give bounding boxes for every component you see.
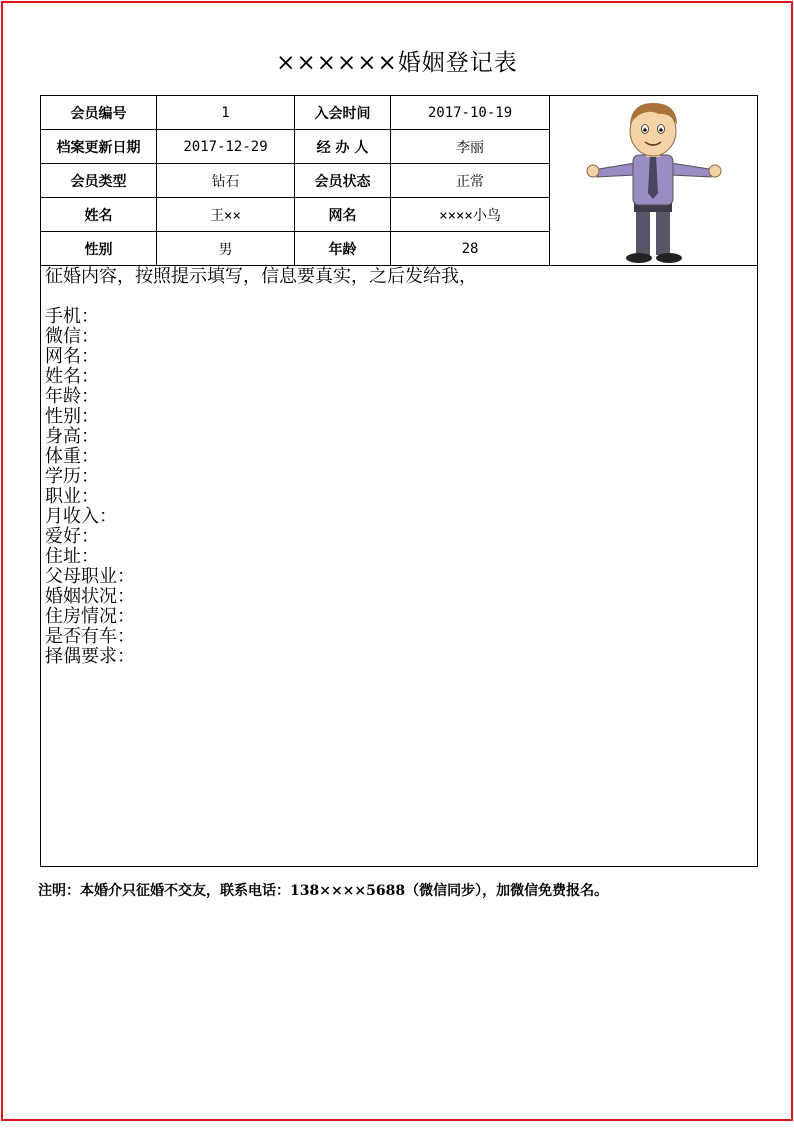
- field-nickname: 网名：: [45, 346, 99, 367]
- right-hand: [709, 165, 721, 177]
- right-pupil: [659, 128, 663, 132]
- field-marital-status: 婚姻状况：: [45, 586, 135, 607]
- photo-cell: [550, 96, 758, 266]
- field-hobbies: 爱好：: [45, 526, 99, 547]
- left-pupil: [643, 128, 647, 132]
- footer-note: 注明：本婚介只征婚不交友，联系电话：138××××5688（微信同步），加微信免费报名。: [38, 883, 609, 899]
- update-date-label: 档案更新日期: [41, 130, 157, 164]
- field-name: 姓名：: [45, 366, 99, 387]
- field-gender: 性别：: [45, 406, 99, 427]
- field-car: 是否有车：: [45, 626, 135, 647]
- left-shoe: [626, 253, 652, 263]
- nickname-label: 网名: [295, 198, 391, 232]
- field-weight: 体重：: [45, 446, 99, 467]
- right-arm: [671, 163, 711, 177]
- content-intro: 征婚内容，按照提示填写，信息要真实，之后发给我，: [45, 266, 477, 287]
- field-height: 身高：: [45, 426, 99, 447]
- age-label: 年龄: [295, 232, 391, 266]
- right-leg: [656, 209, 670, 255]
- update-date-value[interactable]: 2017-12-29: [157, 130, 295, 164]
- cartoon-man-avatar-icon: [579, 97, 729, 265]
- member-id-value[interactable]: 1: [157, 96, 295, 130]
- right-shoe: [656, 253, 682, 263]
- field-income: 月收入：: [45, 506, 117, 527]
- field-wechat: 微信：: [45, 326, 99, 347]
- left-hand: [587, 165, 599, 177]
- member-type-value[interactable]: 钻石: [157, 164, 295, 198]
- handler-value[interactable]: 李丽: [391, 130, 550, 164]
- field-age: 年龄：: [45, 386, 99, 407]
- join-date-label: 入会时间: [295, 96, 391, 130]
- table-row: [41, 266, 758, 867]
- registration-table: [40, 95, 758, 867]
- field-partner-requirements: 择偶要求：: [45, 646, 135, 667]
- field-phone: 手机：: [45, 306, 99, 327]
- field-occupation: 职业：: [45, 486, 99, 507]
- member-id-label: 会员编号: [41, 96, 157, 130]
- nickname-value[interactable]: ××××小鸟: [391, 198, 550, 232]
- content-area[interactable]: [41, 266, 758, 867]
- member-type-label: 会员类型: [41, 164, 157, 198]
- join-date-value[interactable]: 2017-10-19: [391, 96, 550, 130]
- member-status-value[interactable]: 正常: [391, 164, 550, 198]
- field-parents-occupation: 父母职业：: [45, 566, 135, 587]
- field-education: 学历：: [45, 466, 99, 487]
- left-leg: [636, 209, 650, 255]
- left-arm: [597, 163, 635, 177]
- field-housing: 住房情况：: [45, 606, 135, 627]
- gender-label: 性别: [41, 232, 157, 266]
- name-value[interactable]: 王××: [157, 198, 295, 232]
- member-status-label: 会员状态: [295, 164, 391, 198]
- field-address: 住址：: [45, 546, 99, 567]
- form-title: ××××××婚姻登记表: [276, 50, 518, 76]
- gender-value[interactable]: 男: [157, 232, 295, 266]
- handler-label: 经 办 人: [295, 130, 391, 164]
- table-row: [41, 96, 758, 130]
- age-value[interactable]: 28: [391, 232, 550, 266]
- name-label: 姓名: [41, 198, 157, 232]
